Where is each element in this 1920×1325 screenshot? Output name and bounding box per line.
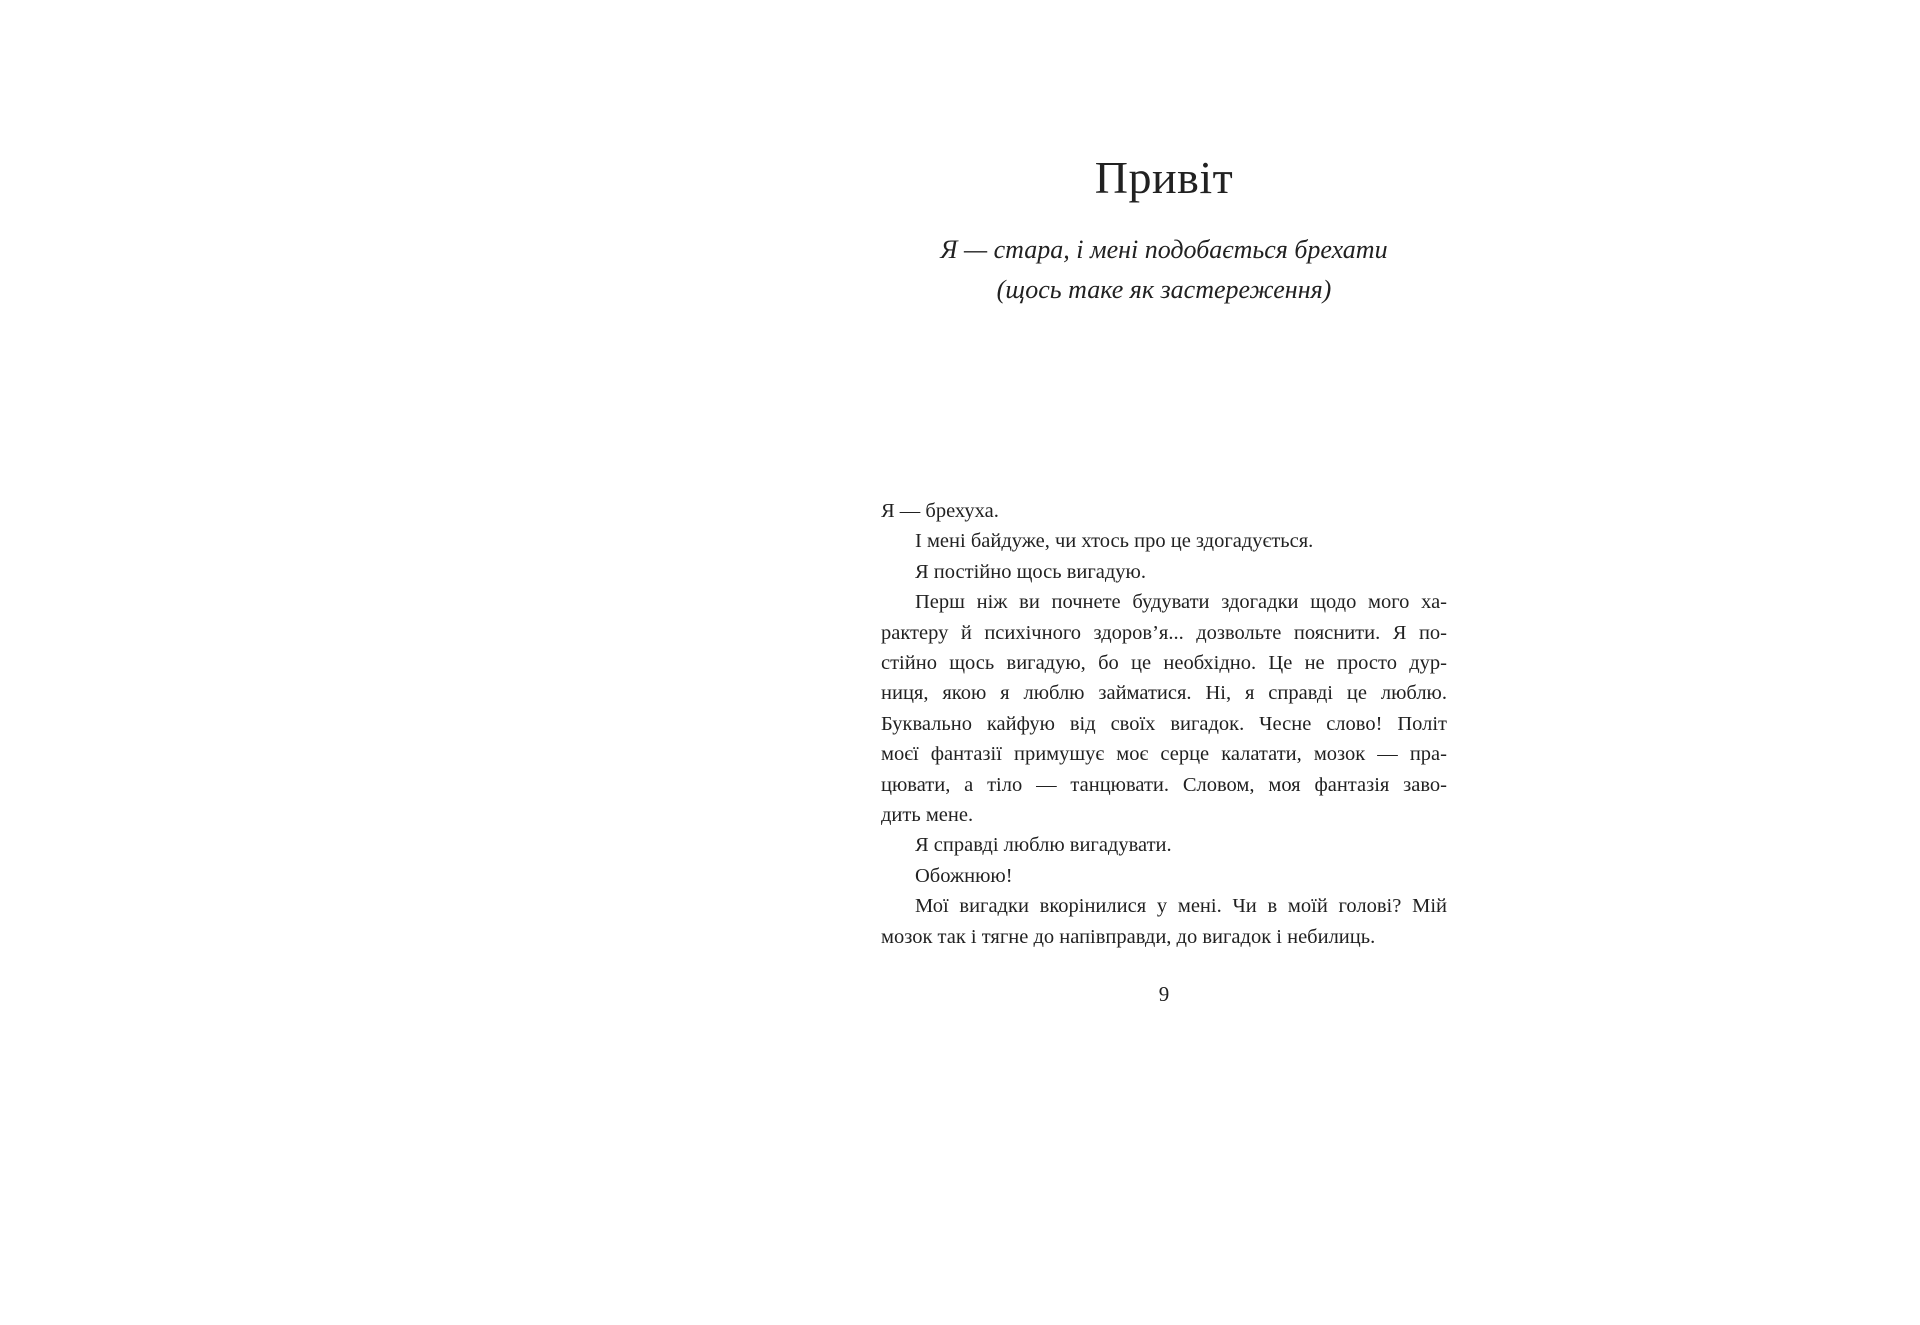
body-line: Я — брехуха. — [881, 500, 999, 522]
body-line: Я постійно щось вигадую. — [915, 560, 1146, 583]
body-line: Перш ніж ви почнете будувати здогадки щодо мого ха- — [915, 591, 1447, 614]
body-line: цювати, а тіло — танцювати. Словом, моя фантазія заво- — [881, 773, 1447, 796]
body-line: мозок так і тягне до напівправди, до вигадок і небилиць. — [881, 925, 1376, 948]
chapter-subtitle-line: Я — стара, і мені подобається брехати — [940, 235, 1388, 264]
body-line: моєї фантазії примушує моє серце калатати, мозок — пра- — [881, 743, 1447, 766]
chapter-subtitle — [881, 230, 1447, 310]
body-line: Буквально кайфую від своїх вигадок. Чесне слово! Політ — [881, 712, 1447, 735]
body-line: ниця, якою я люблю займатися. Ні, я справді це люблю. — [881, 682, 1447, 705]
page-number: 9 — [1158, 982, 1170, 1006]
body-line: Мої вигадки вкорінилися у мені. Чи в моїй голові? Мій — [915, 895, 1447, 918]
chapter-subtitle-line: (щось таке як застереження) — [996, 275, 1332, 304]
body-text — [881, 496, 1447, 952]
body-line: дить мене. — [881, 804, 974, 827]
chapter-title: Привіт — [1094, 152, 1234, 203]
body-line: Обожнюю! — [915, 864, 1013, 887]
book-page — [881, 0, 1447, 1325]
body-line: І мені байдуже, чи хтось про це здогадується. — [915, 530, 1314, 553]
body-line: рактеру й психічного здоров’я... дозвольте пояснити. Я по- — [881, 621, 1447, 644]
body-line: Я справді люблю вигадувати. — [915, 834, 1172, 857]
body-line: стійно щось вигадую, бо це необхідно. Це не просто дур- — [881, 652, 1447, 675]
